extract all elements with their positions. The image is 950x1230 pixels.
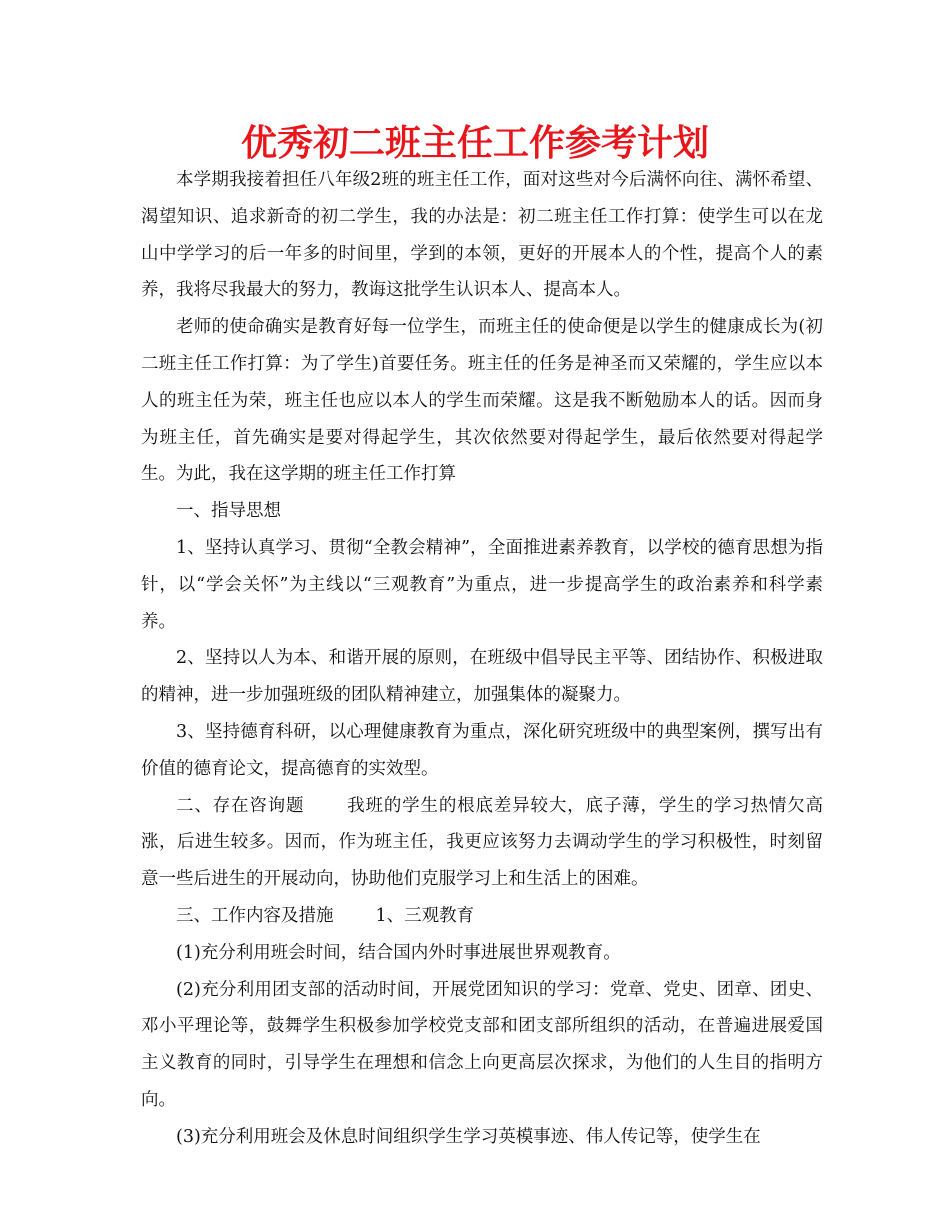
list-item-3: (3)充分利用班会及休息时间组织学生学习英模事迹、伟人传记等，使学生在 bbox=[176, 1126, 761, 1147]
paragraph-point-1: 1、坚持认真学习、贯彻“全教会精神”，全面推进素养教育，以学校的德育思想为指针，以“学会关怀”为主线以“三观教育”为重点，进一步提高学生的政治素养和科学素养。 bbox=[141, 537, 823, 632]
list-item-2: (2)充分利用团支部的活动时间，开展党团知识的学习：党章、党史、团章、团史、邓小平理论等，鼓舞学生积极参加学校党支部和团支部所组织的活动，在普遍进展爱国主义教育的同时，引导学生在理想和信念上向更高层次探求，为他们的人生目的指明方向。 bbox=[141, 979, 823, 1110]
heading-work-content: 三、工作内容及措施 bbox=[176, 905, 334, 926]
paragraph-mission: 老师的使命确实是教育好每一位学生，而班主任的使命便是以学生的健康成长为(初二班主任工作打算：为了学生)首要任务。班主任的任务是神圣而又荣耀的，学生应以本人的班主任为荣，班主任也应以本人的学生而荣耀。这是我不断勉励本人的话。因而身为班主任，首先确实是要对得起学生，其次依然要对得起学生，最后依然要对得起学生。为此，我在这学期的班主任工作打算 bbox=[141, 317, 823, 485]
heading-guiding-ideology: 一、指导思想 bbox=[176, 501, 281, 522]
list-item-1: (1)充分利用班会时间，结合国内外时事进展世界观教育。 bbox=[176, 942, 621, 963]
text-existing-problems: 我班的学生的根底差异较大，底子薄，学生的学习热情欠高涨，后进生较多。因而，作为班主任，我更应该努力去调动学生的学习积极性，时刻留意一些后进生的开展动向，协助他们克服学习上和生活上的困难。 bbox=[141, 795, 824, 890]
paragraph-point-2: 2、坚持以人为本、和谐开展的原则，在班级中倡导民主平等、团结协作、积极进取的精神，进一步加强班级的团队精神建立，加强集体的凝聚力。 bbox=[141, 648, 823, 706]
paragraph-intro: 本学期我接着担任八年级2班的班主任工作，面对这些对今后满怀向往、满怀希望、渴望知识、追求新奇的初二学生，我的办法是：初二班主任工作打算：使学生可以在龙山中学学习的后一年多的时间里，学到的本领，更好的开展本人的个性，提高个人的素养，我将尽我最大的努力，教诲这批学生认识本人、提高本人。 bbox=[141, 170, 823, 301]
paragraph-point-3: 3、坚持德育科研，以心理健康教育为重点，深化研究班级中的典型案例，撰写出有价值的德育论文，提高德育的实效型。 bbox=[141, 721, 823, 779]
paragraph-existing-problems bbox=[141, 788, 823, 898]
heading-existing-problems: 二、存在咨询题 bbox=[176, 795, 305, 816]
paragraph-work-content bbox=[141, 898, 823, 935]
subheading-three-views: 1、三观教育 bbox=[375, 905, 475, 926]
document-body bbox=[141, 162, 823, 1156]
document-title: 优秀初二班主任工作参考计划 bbox=[240, 122, 709, 164]
